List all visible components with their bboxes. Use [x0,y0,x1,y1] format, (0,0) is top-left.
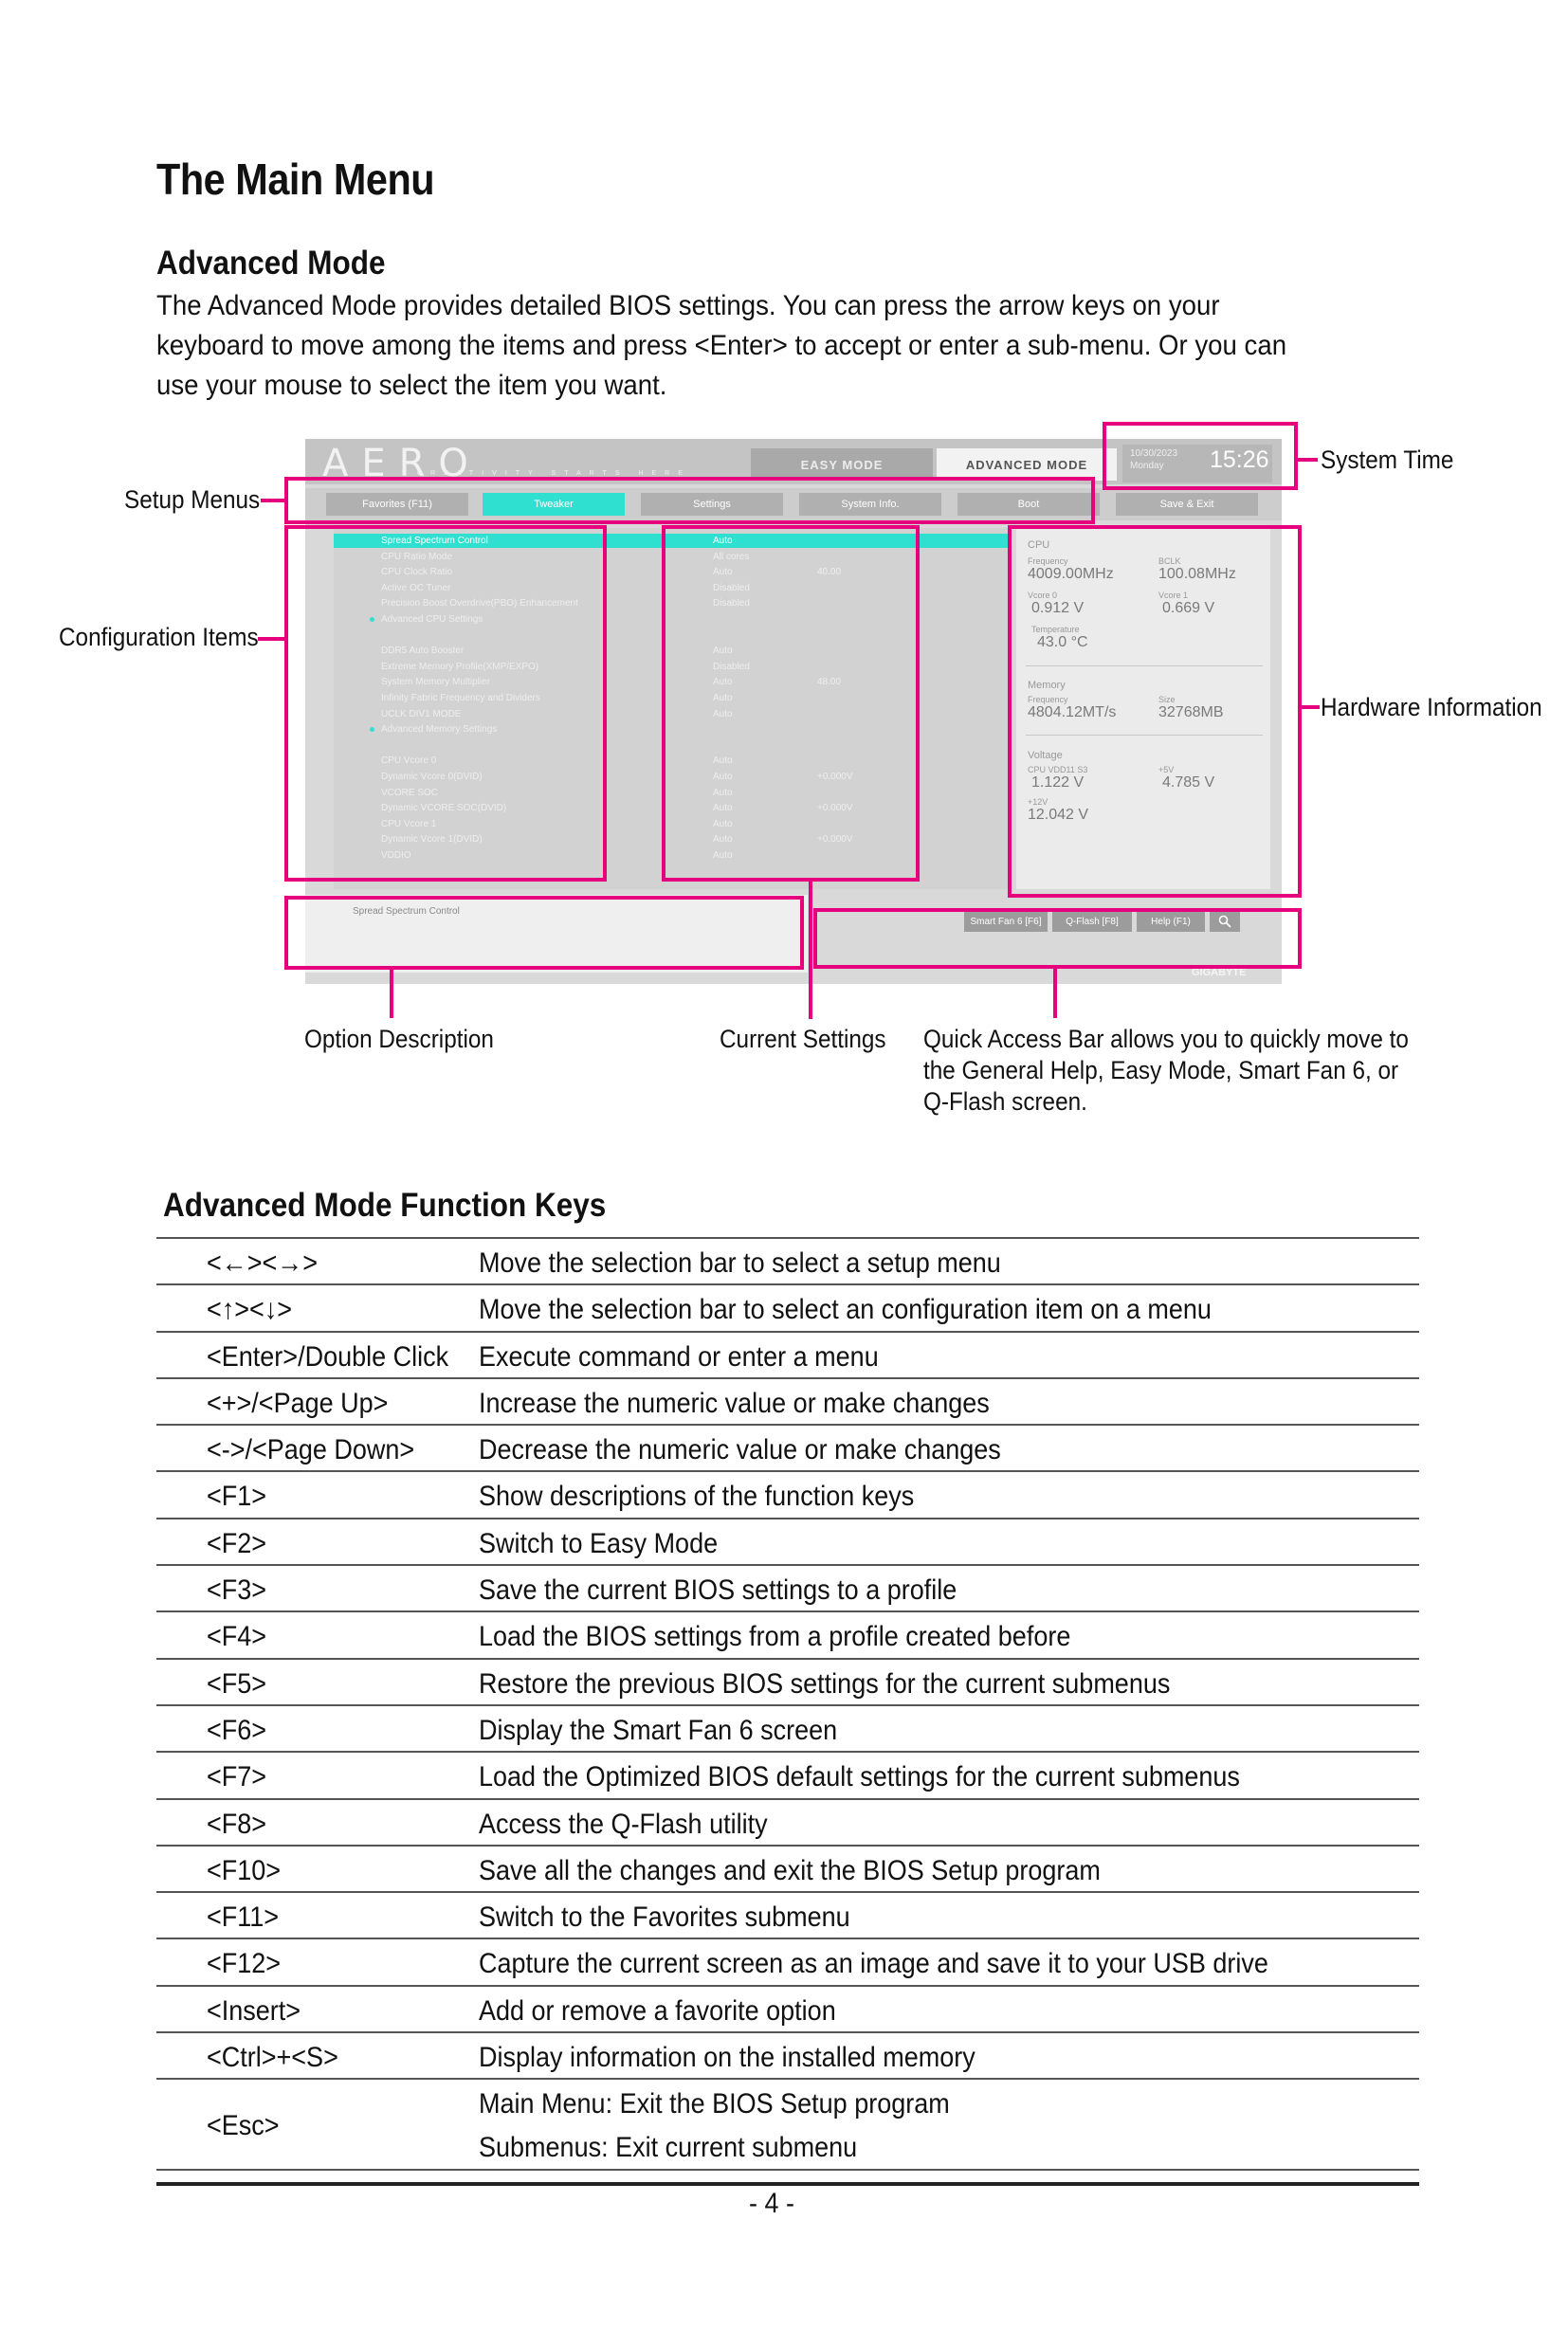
hw-memory-frequency: 4804.12MT/s [1028,704,1117,720]
function-key: <F2> [207,1527,267,1559]
hardware-info-box [1008,525,1302,898]
config-item-value: Auto [713,693,733,703]
function-key-description: Move the selection bar to select a setup menu [479,1247,1001,1279]
hw-vcore0: 0.912 V [1031,600,1085,616]
hw-label: Vcore 1 [1158,591,1189,600]
function-key-description: Submenus: Exit current submenu [479,2132,858,2164]
config-item-value: Auto [713,708,733,719]
hw-label: Temperature [1031,625,1080,634]
table-row [156,1519,1419,1566]
config-item-value2: 48.00 [817,677,842,688]
config-item-value: Auto [713,755,733,767]
section-title: Advanced Mode [156,245,386,282]
table-row [156,1426,1419,1472]
function-key: <F3> [207,1574,267,1607]
intro-paragraph: The Advanced Mode provides detailed BIOS settings. You can press the arrow keys on your keyboard to move among the items and press <Enter> to accept or enter a sub-menu. Or you can use your mouse to select the item you want. [156,290,1287,401]
function-key-description: Restore the previous BIOS settings for the current submenus [479,1667,1171,1700]
function-key-description: Move the selection bar to select an configuration item on a menu [479,1294,1212,1326]
function-key-description: Execute command or enter a menu [479,1340,879,1373]
function-key: <F1> [207,1481,267,1513]
hw-cpu-frequency: 4009.00MHz [1028,566,1114,582]
config-item-name: Advanced CPU Settings [381,614,483,625]
tab-settings[interactable]: Settings [641,493,783,516]
hw-bclk: 100.08MHz [1158,566,1236,582]
function-key-description: Display the Smart Fan 6 screen [479,1714,838,1746]
hw-vcore1: 0.669 V [1162,600,1215,616]
advanced-mode-button[interactable]: ADVANCED MODE [937,448,1117,481]
easy-mode-button[interactable]: EASY MODE [751,448,933,481]
table-row [156,1237,1419,1285]
table-row [156,1660,1419,1706]
config-item-name: Dynamic Vcore 1(DVID) [381,834,483,846]
option-description-text: Spread Spectrum Control [353,906,460,917]
config-item-value2: +0.000V [817,834,853,846]
hw-label: CPU VDD11 S3 [1028,765,1088,774]
config-item-name: CPU Clock Ratio [381,567,453,578]
page-number: - 4 - [749,2188,795,2219]
function-key: <Insert> [207,1994,301,2027]
logo-tagline: CREATIVITY STARTS HERE [417,470,691,477]
function-key-description: Switch to Easy Mode [479,1527,719,1559]
hw-memory-title: Memory [1028,680,1066,691]
footer-rule [156,2182,1419,2186]
config-item-name: CPU Ratio Mode [381,551,453,562]
function-key: <↑><↓> [207,1294,293,1326]
system-time-leader [1297,458,1318,462]
function-key-description: Display information on the installed memory [479,2042,975,2074]
table-row [156,1285,1419,1332]
system-time-label: System Time [1321,446,1454,474]
table-row [156,1893,1419,1939]
config-item-name: Active OC Tuner [381,582,451,593]
function-key-description: Load the Optimized BIOS default settings for the current submenus [479,1761,1240,1793]
config-item-value: Auto [713,567,733,578]
hw-12v: 12.042 V [1028,807,1089,823]
config-item-name: Spread Spectrum Control [381,536,488,546]
table-row [156,1706,1419,1753]
function-key-description: Add or remove a favorite option [479,1994,836,2027]
config-item-value2: +0.000V [817,772,853,782]
config-item-value: Auto [713,772,733,782]
config-item-name: VDDIO [381,850,411,861]
hw-label: Frequency [1028,695,1068,704]
table-row [156,1472,1419,1519]
tab-boot[interactable]: Boot [957,493,1100,516]
option-description-box [284,896,804,970]
hw-memory-size: 32768MB [1158,704,1224,720]
config-item-name: Infinity Fabric Frequency and Dividers [381,693,540,703]
quick-access-box [813,908,1302,969]
table-row [156,1333,1419,1379]
function-key-description: Capture the current screen as an image and save it to your USB drive [479,1948,1268,1980]
function-key-description: Show descriptions of the function keys [479,1481,915,1513]
function-key-description: Save all the changes and exit the BIOS Setup program [479,1854,1101,1886]
function-key: <F8> [207,1808,267,1840]
function-key: <←><→> [207,1247,319,1279]
option-desc-label: Option Description [304,1025,494,1053]
config-item-value: Auto [713,834,733,846]
config-item-name: CPU Vcore 1 [381,818,437,829]
tab-tweaker[interactable]: Tweaker [483,493,625,516]
hw-cpu-vdd: 1.122 V [1031,774,1085,791]
table-row [156,1987,1419,2033]
config-item-name: CPU Vcore 0 [381,755,437,767]
hw-temperature: 43.0 °C [1037,634,1088,650]
q-flash-button[interactable]: Q-Flash [F8] [1052,911,1132,932]
config-items-leader [258,637,285,641]
config-item-value: Auto [713,787,733,798]
config-item-value: Auto [713,818,733,829]
current-settings-leader [809,882,812,1019]
table-row [156,1379,1419,1426]
config-item-value: Disabled [713,661,750,672]
function-key: <F10> [207,1854,282,1886]
option-desc-leader [390,969,393,1018]
function-key: <+>/<Page Up> [207,1387,389,1419]
function-key-description: Save the current BIOS settings to a profile [479,1574,957,1607]
function-key-description: Main Menu: Exit the BIOS Setup program [479,2088,950,2120]
config-item-name: Advanced Memory Settings [381,724,498,736]
system-time-box [1103,422,1298,490]
config-item-value: Auto [713,677,733,688]
function-keys-title: Advanced Mode Function Keys [163,1187,607,1224]
tab-save-exit[interactable]: Save & Exit [1116,493,1258,516]
function-key: <->/<Page Down> [207,1434,415,1466]
function-key: <F12> [207,1948,282,1980]
setup-menus-label: Setup Menus [124,485,261,514]
config-item-name: Dynamic VCORE SOC(DVID) [381,803,507,814]
hw-label: +5V [1158,765,1175,774]
hw-label: Size [1158,695,1176,704]
config-item-value: Auto [713,803,733,814]
config-item-value: Auto [713,536,733,546]
config-items-label: Configuration Items [59,623,259,651]
table-row [156,1566,1419,1612]
page-title: The Main Menu [156,155,435,204]
hardware-info-label: Hardware Information [1321,693,1542,721]
function-key: <F6> [207,1714,267,1746]
hw-label: BCLK [1158,556,1181,566]
tab-system-info[interactable]: System Info. [799,493,941,516]
config-item-value: All cores [713,551,750,562]
function-key: <F5> [207,1667,267,1700]
config-item-value: Disabled [713,582,750,593]
config-item-name: DDR5 Auto Booster [381,646,465,657]
config-item-name: Precision Boost Overdrive(PBO) Enhancement [381,598,578,610]
config-item-name: UCLK DIV1 MODE [381,708,462,719]
function-key: <Esc> [207,2110,280,2142]
config-item-value: Auto [713,646,733,657]
function-key: <Ctrl>+<S> [207,2042,338,2074]
function-key: <F4> [207,1621,267,1653]
config-item-value: Auto [713,850,733,861]
table-row [156,1847,1419,1893]
hw-voltage-title: Voltage [1028,750,1063,761]
function-key-description: Switch to the Favorites submenu [479,1901,850,1934]
quick-access-label: Quick Access Bar allows you to quickly move to the General Help, Easy Mode, Smart Fan 6, or Q-Flash screen. [923,1025,1409,1116]
config-item-name: Extreme Memory Profile(XMP/EXPO) [381,661,539,672]
table-row [156,1800,1419,1847]
hw-label: Vcore 0 [1028,591,1058,600]
configuration-items-box [284,525,607,882]
setup-menus-box [284,477,1095,524]
config-item-name: Dynamic Vcore 0(DVID) [381,772,483,782]
config-item-value2: 40.00 [817,567,842,578]
hw-label: +12V [1028,797,1048,807]
table-row [156,1753,1419,1799]
aero-logo: AERO [322,442,482,485]
hw-5v: 4.785 V [1162,774,1215,791]
help-button[interactable]: Help (F1) [1137,911,1205,932]
config-item-name: System Memory Multiplier [381,677,491,688]
hw-label: Frequency [1028,556,1068,566]
smart-fan-button[interactable]: Smart Fan 6 [F6] [964,911,1048,932]
function-key: <F11> [207,1901,280,1934]
function-key: <F7> [207,1761,267,1793]
clock-time: 15:26 [1210,446,1269,473]
table-row [156,2033,1419,2080]
config-item-name: VCORE SOC [381,787,439,798]
setup-menus-leader [261,499,285,502]
hardware-info-leader [1301,705,1320,709]
function-keys-table [156,1237,1419,2171]
clock-date: 10/30/2023 Monday [1130,448,1178,471]
current-settings-label: Current Settings [720,1025,886,1053]
hw-cpu-title: CPU [1028,539,1050,551]
function-key-description: Decrease the numeric value or make changes [479,1434,1001,1466]
function-key-description: Load the BIOS settings from a profile created before [479,1621,1071,1653]
table-row [156,1939,1419,1986]
function-key-description: Increase the numeric value or make changes [479,1387,990,1419]
function-key: <Enter>/Double Click [207,1340,449,1373]
gigabyte-logo: GIGABYTE [1192,967,1247,978]
config-item-value: Disabled [713,598,750,610]
quick-access-leader [1053,967,1057,1018]
table-row [156,1612,1419,1659]
table-row [156,2080,1419,2171]
current-settings-box [662,525,920,882]
config-item-value2: +0.000V [817,803,853,814]
function-key-description: Access the Q-Flash utility [479,1808,768,1840]
tab-favorites[interactable]: Favorites (F11) [326,493,468,516]
